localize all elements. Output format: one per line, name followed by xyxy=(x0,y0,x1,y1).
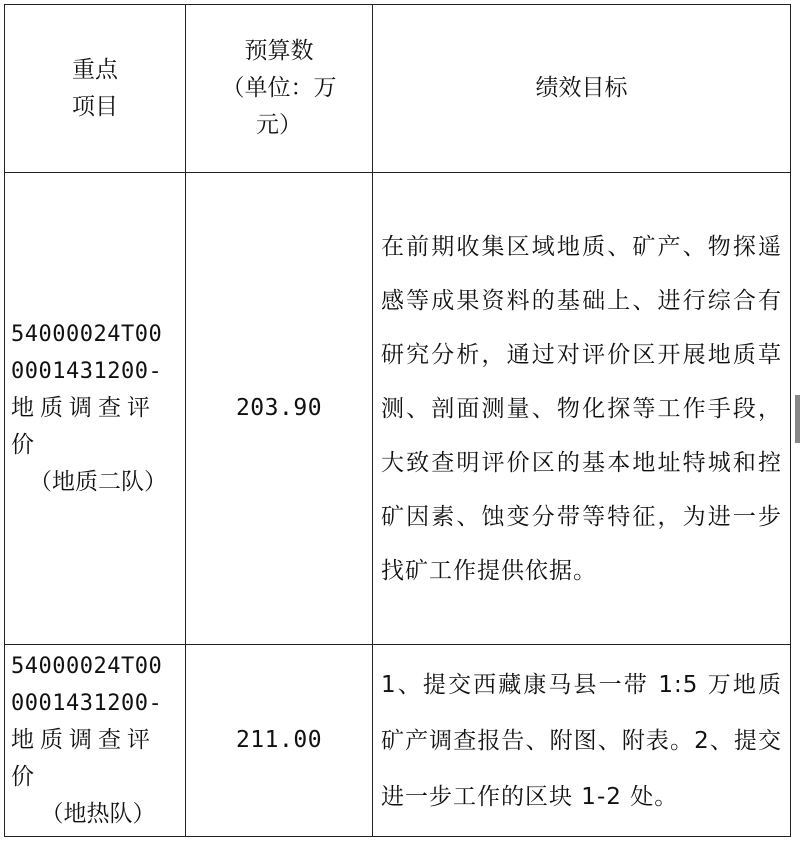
project-code-line2: 0001431200- xyxy=(11,691,163,716)
header-project-line1: 重点 xyxy=(72,56,118,83)
project-name-line1: 地质调查评 xyxy=(11,395,156,421)
scrollbar-mark xyxy=(795,395,800,443)
project-name-line1: 地质调查评 xyxy=(11,727,156,753)
table-header-row xyxy=(5,5,791,173)
project-name-line2: 价 xyxy=(11,764,34,790)
project-code-line1: 54000024T00 xyxy=(11,322,163,347)
project-code-line2: 0001431200- xyxy=(11,359,163,384)
project-cell xyxy=(5,173,186,645)
header-project-line2: 项目 xyxy=(72,93,118,120)
performance-goal: 在前期收集区域地质、矿产、物探遥感等成果资料的基础上、进行综合有研究分析，通过对评价区开展地质草测、剖面测量、物化探等工作手段，大致查明评价区的基本地址特城和控矿因素、蚀变分带等特征，为进一步找矿工作提供依据。 xyxy=(373,173,791,645)
project-unit: （地质二队） xyxy=(29,469,167,495)
project-unit: （地热队） xyxy=(40,801,156,827)
project-cell xyxy=(5,645,186,837)
header-project xyxy=(5,5,186,173)
performance-goal: 1、提交西藏康马县一带 1:5 万地质矿产调查报告、附图、附表。2、提交进一步工作的区块 1-2 处。 xyxy=(373,645,791,837)
header-budget xyxy=(186,5,373,173)
performance-budget-table xyxy=(4,4,791,837)
table-row xyxy=(5,173,791,645)
header-goal: 绩效目标 xyxy=(373,5,791,173)
budget-value: 211.00 xyxy=(186,645,373,837)
header-budget-line1: 预算数 xyxy=(244,38,314,64)
header-budget-line3: 元） xyxy=(256,112,302,138)
table-row xyxy=(5,645,791,837)
budget-value: 203.90 xyxy=(186,173,373,645)
project-name-line2: 价 xyxy=(11,432,34,458)
header-budget-line2: （单位：万 xyxy=(221,75,337,101)
project-code-line1: 54000024T00 xyxy=(11,654,163,679)
